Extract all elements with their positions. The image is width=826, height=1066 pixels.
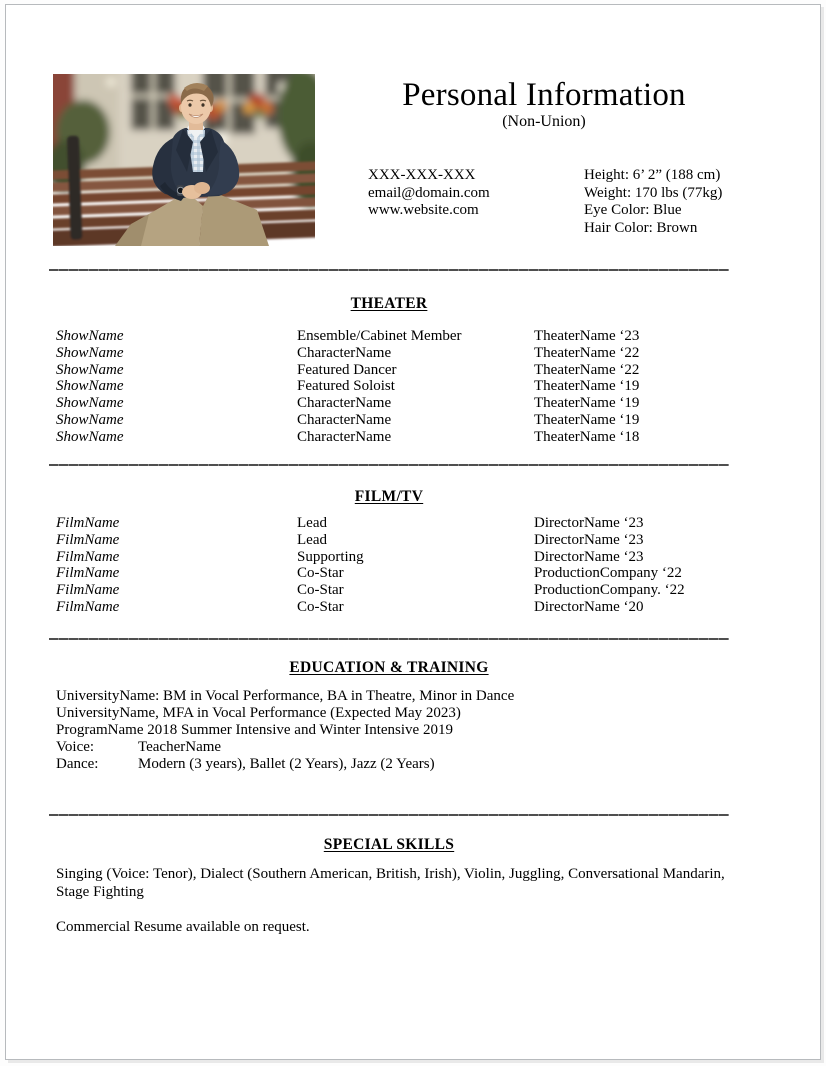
role-cell: Featured Dancer bbox=[297, 361, 397, 378]
role-cell: Supporting bbox=[297, 548, 364, 565]
theater-section bbox=[49, 294, 729, 446]
role-cell: Co-Star bbox=[297, 565, 344, 582]
credit-cell: TheaterName ‘19 bbox=[534, 378, 640, 395]
role-cell: CharacterName bbox=[297, 428, 392, 445]
commercial-resume-note: Commercial Resume available on request. bbox=[56, 919, 310, 935]
theater-row bbox=[49, 362, 729, 379]
theater-row bbox=[49, 429, 729, 446]
credit-cell: TheaterName ‘18 bbox=[534, 428, 640, 445]
education-lines bbox=[49, 688, 729, 773]
theater-heading: THEATER bbox=[350, 295, 428, 312]
education-value: TeacherName bbox=[138, 739, 222, 755]
skills-text bbox=[49, 866, 729, 901]
role-cell: Co-Star bbox=[297, 582, 344, 599]
header-block bbox=[354, 77, 734, 131]
section-divider bbox=[49, 638, 729, 640]
contact-email: email@domain.com bbox=[368, 184, 490, 201]
stats-block bbox=[584, 167, 722, 237]
role-cell: CharacterName bbox=[297, 395, 392, 412]
stat-weight: Weight: 170 lbs (77kg) bbox=[584, 184, 723, 201]
education-value: Modern (3 years), Ballet (2 Years), Jazz (2 Years) bbox=[138, 756, 435, 772]
theater-row bbox=[49, 328, 729, 345]
skills-section bbox=[49, 835, 729, 936]
filmtv-row bbox=[49, 515, 729, 532]
credit-cell: TheaterName ‘23 bbox=[534, 328, 640, 344]
resume-page bbox=[5, 4, 821, 1060]
show-name-cell: ShowName bbox=[56, 378, 124, 395]
film-name-cell: FilmName bbox=[56, 531, 120, 548]
education-line: ProgramName 2018 Summer Intensive and Winter Intensive 2019 bbox=[56, 722, 453, 738]
credit-cell: TheaterName ‘19 bbox=[534, 395, 640, 412]
show-name-cell: ShowName bbox=[56, 344, 124, 361]
credit-cell: TheaterName ‘22 bbox=[534, 361, 640, 378]
education-heading: EDUCATION & TRAINING bbox=[289, 659, 489, 676]
film-name-cell: FilmName bbox=[56, 582, 120, 599]
filmtv-row bbox=[49, 599, 729, 616]
filmtv-row bbox=[49, 582, 729, 599]
show-name-cell: ShowName bbox=[56, 328, 124, 344]
stat-height: Height: 6’ 2” (188 cm) bbox=[584, 167, 721, 183]
role-cell: CharacterName bbox=[297, 411, 392, 428]
theater-row bbox=[49, 412, 729, 429]
education-section bbox=[49, 658, 729, 773]
credit-cell: TheaterName ‘22 bbox=[534, 344, 640, 361]
role-cell: Ensemble/Cabinet Member bbox=[297, 328, 462, 344]
film-name-cell: FilmName bbox=[56, 598, 120, 615]
theater-row bbox=[49, 378, 729, 395]
theater-rows bbox=[49, 328, 729, 446]
contact-phone: XXX-XXX-XXX bbox=[368, 167, 476, 183]
skills-text-line: Singing (Voice: Tenor), Dialect (Southern American, British, Irish), Violin, Juggling, Conversational Mandarin, bbox=[56, 866, 725, 882]
contact-website: www.website.com bbox=[368, 202, 479, 218]
credit-cell: DirectorName ‘20 bbox=[534, 598, 644, 615]
role-cell: Featured Soloist bbox=[297, 378, 395, 395]
skills-heading: SPECIAL SKILLS bbox=[323, 836, 455, 853]
filmtv-rows bbox=[49, 515, 729, 616]
education-line: UniversityName, MFA in Vocal Performance (Expected May 2023) bbox=[56, 705, 461, 721]
headshot-photo bbox=[53, 74, 315, 246]
education-label: Voice: bbox=[56, 739, 95, 755]
section-divider bbox=[49, 269, 729, 271]
stat-eye-color: Eye Color: Blue bbox=[584, 202, 682, 218]
show-name-cell: ShowName bbox=[56, 428, 124, 445]
section-divider bbox=[49, 464, 729, 466]
headshot-photo-illustration bbox=[53, 74, 315, 246]
education-label: Dance: bbox=[56, 756, 99, 772]
credit-cell: ProductionCompany ‘22 bbox=[534, 565, 682, 582]
role-cell: Lead bbox=[297, 515, 327, 531]
page-title: Personal Information bbox=[402, 77, 686, 113]
film-name-cell: FilmName bbox=[56, 565, 120, 582]
education-line bbox=[49, 739, 729, 756]
filmtv-heading: FILM/TV bbox=[354, 488, 424, 505]
role-cell: Lead bbox=[297, 531, 327, 548]
education-line: UniversityName: BM in Vocal Performance, BA in Theatre, Minor in Dance bbox=[56, 688, 515, 704]
credit-cell: ProductionCompany. ‘22 bbox=[534, 582, 685, 599]
film-name-cell: FilmName bbox=[56, 515, 120, 531]
filmtv-row bbox=[49, 549, 729, 566]
film-name-cell: FilmName bbox=[56, 548, 120, 565]
theater-row bbox=[49, 345, 729, 362]
role-cell: CharacterName bbox=[297, 344, 392, 361]
contact-block bbox=[368, 167, 490, 220]
credit-cell: DirectorName ‘23 bbox=[534, 548, 644, 565]
section-divider bbox=[49, 814, 729, 816]
credit-cell: TheaterName ‘19 bbox=[534, 411, 640, 428]
filmtv-row bbox=[49, 565, 729, 582]
filmtv-section bbox=[49, 487, 729, 616]
credit-cell: DirectorName ‘23 bbox=[534, 531, 644, 548]
show-name-cell: ShowName bbox=[56, 411, 124, 428]
skills-text-line: Stage Fighting bbox=[56, 883, 144, 900]
role-cell: Co-Star bbox=[297, 598, 344, 615]
theater-row bbox=[49, 395, 729, 412]
filmtv-row bbox=[49, 532, 729, 549]
show-name-cell: ShowName bbox=[56, 361, 124, 378]
stat-hair-color: Hair Color: Brown bbox=[584, 219, 698, 236]
credit-cell: DirectorName ‘23 bbox=[534, 515, 644, 531]
union-status-subtitle: (Non-Union) bbox=[502, 113, 586, 130]
education-line bbox=[49, 756, 729, 773]
show-name-cell: ShowName bbox=[56, 395, 124, 412]
